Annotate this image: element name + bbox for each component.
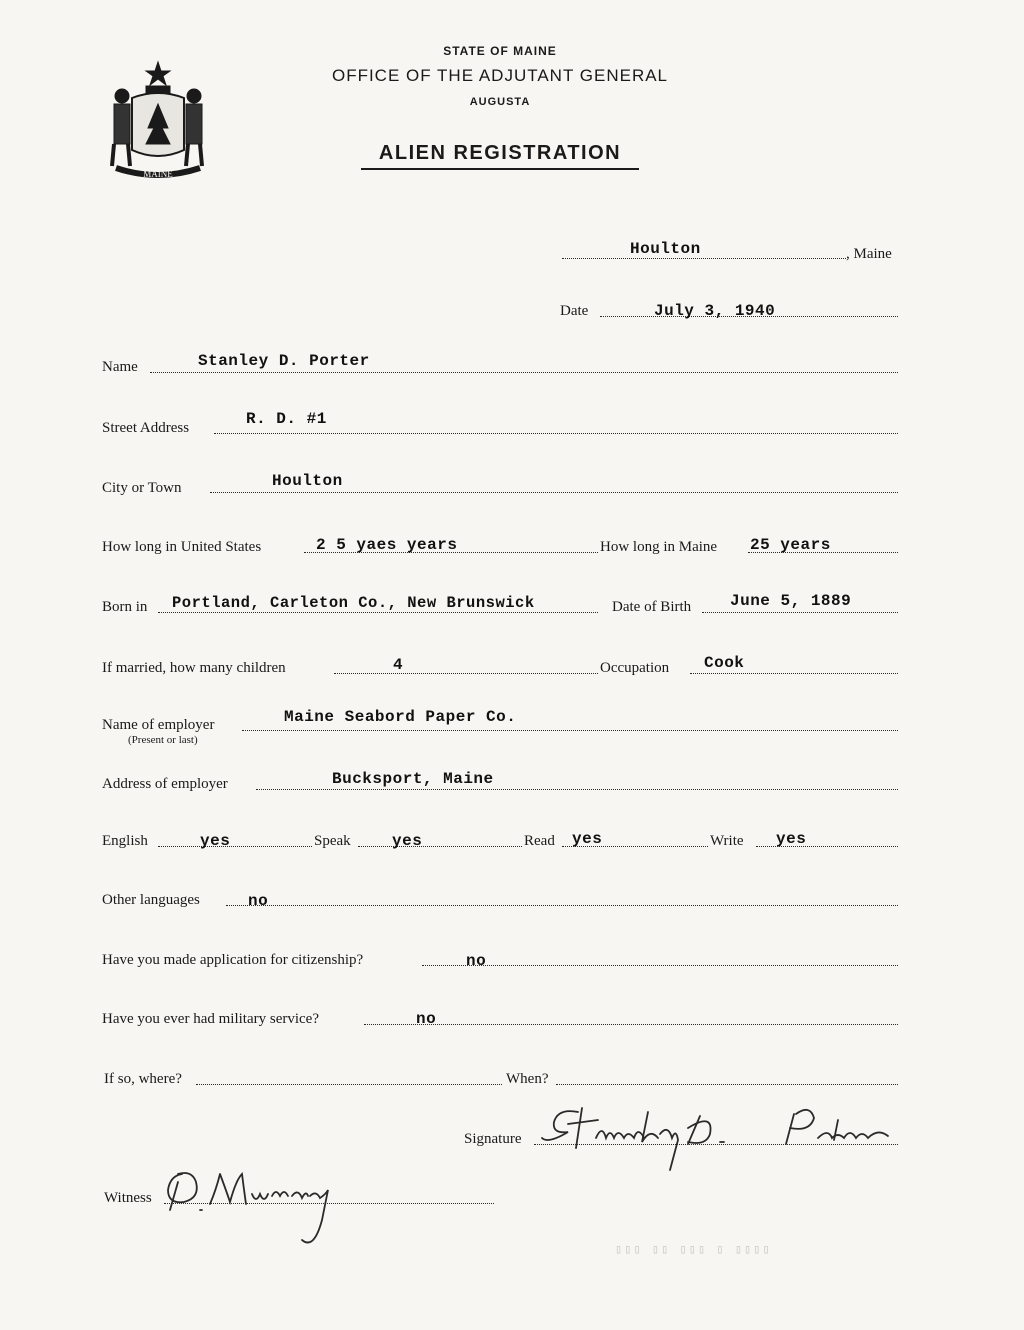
- citizenship-value: no: [466, 952, 487, 970]
- speak-line: [358, 846, 522, 847]
- children-label: If married, how many children: [102, 660, 286, 676]
- write-label: Write: [710, 833, 744, 849]
- seal-text: MAINE: [143, 169, 173, 179]
- english-label: English: [102, 833, 148, 849]
- read-value: yes: [572, 830, 603, 848]
- when-label: When?: [506, 1071, 549, 1087]
- title-underline: [361, 168, 639, 170]
- employer-address-label: Address of employer: [102, 776, 228, 792]
- signature-label: Signature: [464, 1131, 522, 1147]
- when-line: [556, 1084, 898, 1085]
- city-line: [210, 492, 898, 493]
- date-of-birth-line: [702, 612, 898, 613]
- military-label: Have you ever had military service?: [102, 1011, 319, 1027]
- how-long-us-label: How long in United States: [102, 539, 262, 555]
- state-heading: STATE OF MAINE: [443, 44, 557, 58]
- english-value: yes: [200, 832, 231, 850]
- employer-sublabel: (Present or last): [128, 734, 198, 746]
- occupation-value: Cook: [704, 654, 745, 672]
- occupation-label: Occupation: [600, 660, 670, 676]
- witness-label: Witness: [104, 1190, 152, 1206]
- date-of-birth-label: Date of Birth: [612, 599, 692, 615]
- how-long-maine-label: How long in Maine: [600, 539, 718, 555]
- date-of-birth-value: June 5, 1889: [730, 592, 852, 610]
- witness-signature: [160, 1160, 340, 1255]
- other-languages-value: no: [248, 892, 269, 910]
- form-title: ALIEN REGISTRATION: [378, 142, 622, 164]
- how-long-us-value: 2 5 yaes years: [316, 536, 458, 554]
- employer-address-line: [256, 789, 898, 790]
- office-heading: OFFICE OF THE ADJUTANT GENERAL: [331, 66, 669, 85]
- english-line: [158, 846, 312, 847]
- employer-address-value: Bucksport, Maine: [332, 770, 494, 788]
- children-value: 4: [393, 656, 404, 674]
- other-languages-label: Other languages: [102, 892, 200, 908]
- where-label: If so, where?: [104, 1071, 182, 1087]
- street-label: Street Address: [102, 420, 190, 436]
- born-in-line: [158, 612, 598, 613]
- name-value: Stanley D. Porter: [198, 352, 370, 370]
- born-in-value: Portland, Carleton Co., New Brunswick: [172, 594, 535, 612]
- city-heading: AUGUSTA: [469, 96, 531, 108]
- applicant-signature: [538, 1098, 908, 1178]
- military-line: [364, 1024, 898, 1025]
- name-line: [150, 372, 898, 373]
- military-value: no: [416, 1010, 437, 1028]
- children-line: [334, 673, 598, 674]
- where-line: [196, 1084, 502, 1085]
- place-value: Houlton: [630, 240, 701, 258]
- place-line: [562, 258, 846, 259]
- citizenship-line: [422, 965, 898, 966]
- name-label: Name: [102, 359, 138, 375]
- street-value: R. D. #1: [246, 410, 327, 428]
- how-long-maine-value: 25 years: [750, 536, 831, 554]
- date-label: Date: [560, 303, 589, 319]
- faint-stamp-mark: ▯▯▯ ▯▯ ▯▯▯ ▯ ▯▯▯▯: [615, 1243, 772, 1257]
- other-languages-line: [226, 905, 898, 906]
- write-value: yes: [776, 830, 807, 848]
- speak-label: Speak: [314, 833, 351, 849]
- citizenship-label: Have you made application for citizenship?: [102, 952, 364, 968]
- employer-label: Name of employer: [102, 717, 215, 733]
- employer-value: Maine Seabord Paper Co.: [284, 708, 517, 726]
- city-label: City or Town: [102, 480, 182, 496]
- read-label: Read: [524, 833, 555, 849]
- city-value: Houlton: [272, 472, 343, 490]
- speak-value: yes: [392, 832, 423, 850]
- date-value: July 3, 1940: [654, 302, 776, 320]
- employer-line: [242, 730, 898, 731]
- street-line: [214, 433, 898, 434]
- place-suffix: , Maine: [846, 246, 892, 262]
- born-in-label: Born in: [102, 599, 148, 615]
- occupation-line: [690, 673, 898, 674]
